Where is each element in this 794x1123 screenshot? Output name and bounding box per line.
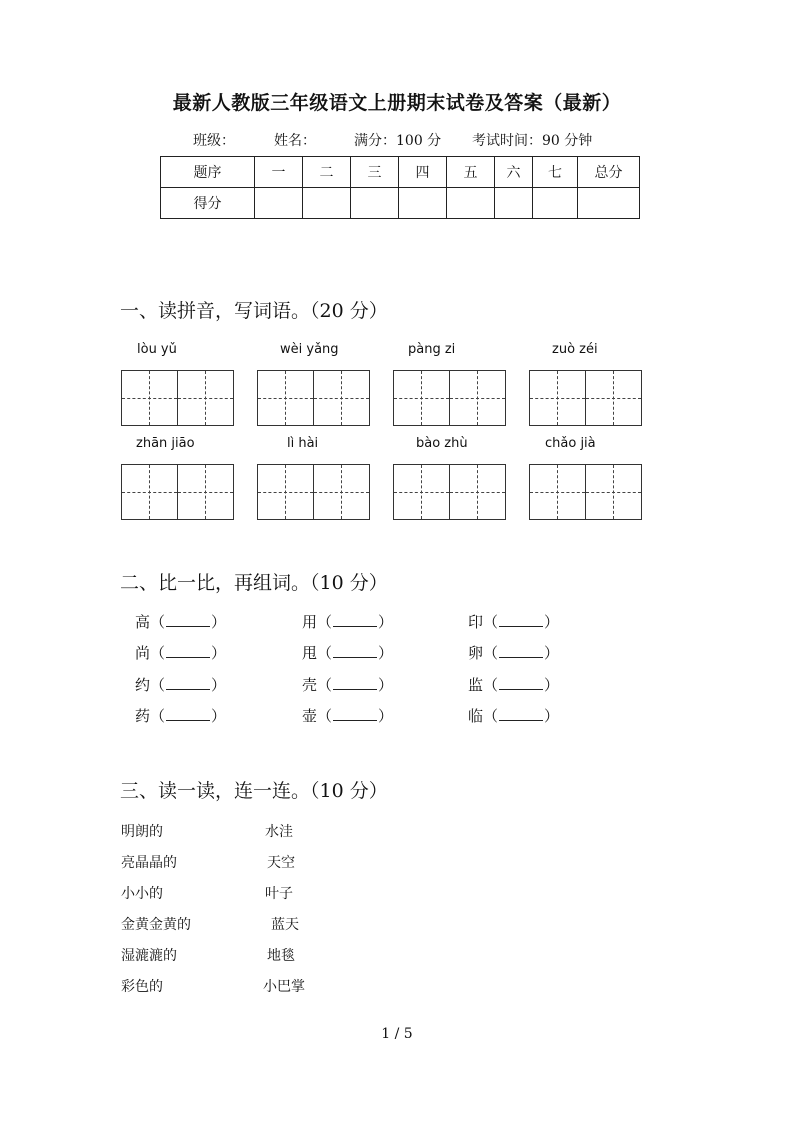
score-table-score-row	[161, 188, 640, 219]
answer-blank[interactable]	[166, 612, 210, 627]
answer-blank[interactable]	[166, 675, 210, 690]
score-header-cell: 三	[351, 157, 399, 188]
writing-grid[interactable]	[121, 370, 234, 426]
name-label: 姓名：	[274, 133, 316, 149]
score-header-cell: 题序	[161, 157, 255, 188]
score-row-label: 得分	[161, 188, 255, 219]
answer-blank[interactable]	[499, 612, 543, 627]
score-cell[interactable]	[578, 188, 640, 219]
match-right-item[interactable]: 天空	[267, 855, 295, 871]
answer-blank[interactable]	[333, 706, 377, 721]
section1-heading: 一、读拼音，写词语。（20 分）	[120, 300, 388, 322]
answer-blank[interactable]	[333, 612, 377, 627]
score-cell[interactable]	[303, 188, 351, 219]
score-header-cell: 总分	[578, 157, 640, 188]
compare-item[interactable]: 尚（ ）	[135, 644, 227, 662]
score-cell[interactable]	[255, 188, 303, 219]
match-right-item[interactable]: 叶子	[265, 886, 293, 902]
writing-grid[interactable]	[529, 370, 642, 426]
writing-cell[interactable]	[258, 465, 313, 519]
compare-item[interactable]: 高（ ）	[135, 613, 227, 631]
score-cell[interactable]	[495, 188, 533, 219]
compare-char: 甩	[302, 644, 318, 662]
score-cell[interactable]	[447, 188, 495, 219]
compare-item[interactable]: 药（ ）	[135, 707, 227, 725]
answer-blank[interactable]	[499, 675, 543, 690]
pinyin-label: lì hài	[287, 436, 319, 451]
compare-char: 高	[135, 613, 151, 631]
match-left-item[interactable]: 明朗的	[121, 824, 163, 840]
pinyin-label: zuò zéi	[552, 342, 598, 357]
section3-heading: 三、读一读，连一连。（10 分）	[120, 780, 388, 802]
compare-char: 监	[468, 676, 484, 694]
writing-cell[interactable]	[177, 371, 233, 425]
page-number: 1 / 5	[381, 1026, 413, 1042]
compare-char: 卵	[468, 644, 484, 662]
answer-blank[interactable]	[499, 643, 543, 658]
compare-char: 壶	[302, 707, 318, 725]
score-header-cell: 七	[533, 157, 578, 188]
writing-cell[interactable]	[530, 465, 585, 519]
writing-cell[interactable]	[394, 465, 449, 519]
compare-item[interactable]: 印（ ）	[468, 613, 560, 631]
compare-item[interactable]: 甩（ ）	[302, 644, 394, 662]
writing-grid[interactable]	[121, 464, 234, 520]
score-header-cell: 一	[255, 157, 303, 188]
writing-cell[interactable]	[177, 465, 233, 519]
score-table	[160, 156, 640, 219]
class-label: 班级：	[193, 133, 235, 149]
section2-heading: 二、比一比，再组词。（10 分）	[120, 572, 388, 594]
writing-cell[interactable]	[530, 371, 585, 425]
compare-char: 尚	[135, 644, 151, 662]
writing-grid[interactable]	[257, 370, 370, 426]
writing-grid[interactable]	[529, 464, 642, 520]
score-cell[interactable]	[399, 188, 447, 219]
compare-char: 壳	[302, 676, 318, 694]
match-right-item[interactable]: 小巴掌	[263, 979, 305, 995]
match-right-item[interactable]: 蓝天	[271, 917, 299, 933]
writing-cell[interactable]	[258, 371, 313, 425]
writing-grid[interactable]	[393, 370, 506, 426]
match-left-item[interactable]: 彩色的	[121, 979, 163, 995]
match-left-item[interactable]: 亮晶晶的	[121, 855, 177, 871]
score-header-cell: 六	[495, 157, 533, 188]
writing-cell[interactable]	[585, 465, 641, 519]
writing-cell[interactable]	[449, 465, 505, 519]
match-left-item[interactable]: 湿漉漉的	[121, 948, 177, 964]
score-cell[interactable]	[351, 188, 399, 219]
match-right-item[interactable]: 水洼	[265, 824, 293, 840]
writing-grid[interactable]	[393, 464, 506, 520]
compare-item[interactable]: 临（ ）	[468, 707, 560, 725]
score-table-header-row	[161, 157, 640, 188]
writing-cell[interactable]	[313, 465, 369, 519]
writing-cell[interactable]	[585, 371, 641, 425]
writing-grid[interactable]	[257, 464, 370, 520]
score-header-cell: 二	[303, 157, 351, 188]
match-left-item[interactable]: 小小的	[121, 886, 163, 902]
compare-char: 印	[468, 613, 484, 631]
compare-item[interactable]: 卵（ ）	[468, 644, 560, 662]
compare-char: 约	[135, 676, 151, 694]
writing-cell[interactable]	[449, 371, 505, 425]
compare-char: 用	[302, 613, 318, 631]
match-left-item[interactable]: 金黄金黄的	[121, 917, 191, 933]
compare-item[interactable]: 用（ ）	[302, 613, 394, 631]
exam-time: 考试时间：90 分钟	[472, 133, 593, 149]
writing-cell[interactable]	[313, 371, 369, 425]
score-cell[interactable]	[533, 188, 578, 219]
pinyin-label: wèi yǎng	[280, 342, 339, 357]
compare-char: 药	[135, 707, 151, 725]
pinyin-label: lòu yǔ	[137, 342, 177, 357]
answer-blank[interactable]	[166, 643, 210, 658]
writing-cell[interactable]	[122, 465, 177, 519]
compare-item[interactable]: 约（ ）	[135, 676, 227, 694]
answer-blank[interactable]	[499, 706, 543, 721]
answer-blank[interactable]	[166, 706, 210, 721]
compare-char: 临	[468, 707, 484, 725]
score-header-cell: 四	[399, 157, 447, 188]
compare-item[interactable]: 壳（ ）	[302, 676, 394, 694]
compare-item[interactable]: 监（ ）	[468, 676, 560, 694]
pinyin-label: pàng zi	[408, 342, 456, 357]
full-score: 满分：100 分	[354, 133, 442, 149]
answer-blank[interactable]	[333, 643, 377, 658]
compare-item[interactable]: 壶（ ）	[302, 707, 394, 725]
pinyin-label: zhān jiāo	[136, 436, 195, 451]
writing-cell[interactable]	[394, 371, 449, 425]
pinyin-label: chǎo jià	[545, 436, 596, 451]
match-right-item[interactable]: 地毯	[267, 948, 295, 964]
writing-cell[interactable]	[122, 371, 177, 425]
score-header-cell: 五	[447, 157, 495, 188]
pinyin-label: bào zhù	[416, 436, 468, 451]
exam-title: 最新人教版三年级语文上册期末试卷及答案（最新）	[172, 92, 622, 114]
answer-blank[interactable]	[333, 675, 377, 690]
